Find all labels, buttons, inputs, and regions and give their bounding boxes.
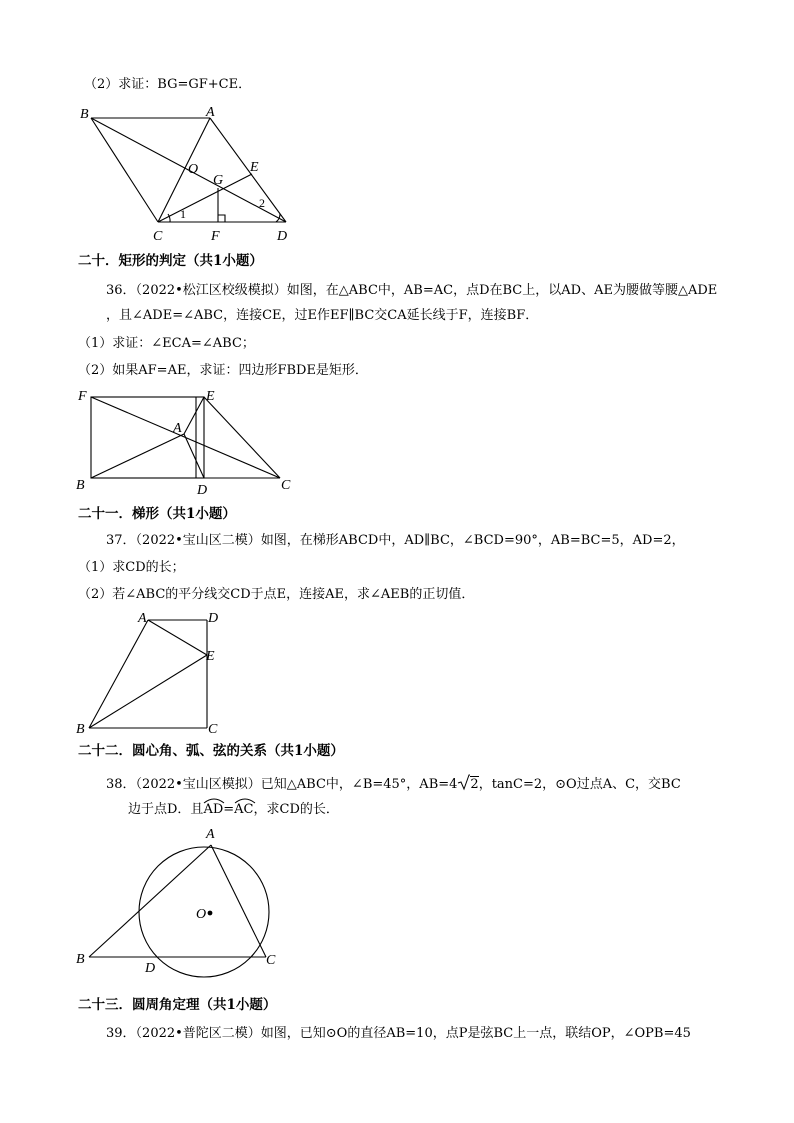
label-O: O xyxy=(196,907,207,922)
arc-equals: = xyxy=(223,802,235,817)
angle-1-label: 1 xyxy=(180,207,186,221)
q39-text-line1: 39．（2022•普陀区二模）如图，已知⊙O的直径AB=10，点P是弦BC上一点，联结OP，∠OPB=45 xyxy=(106,1026,691,1041)
q37-part1: （1）求CD的长； xyxy=(78,560,185,575)
q38-pre: 38．（2022•宝山区模拟）已知△ABC中，∠B=45°，AB= xyxy=(106,777,450,792)
label-C: C xyxy=(153,229,163,244)
section-heading-23: 二十三．圆周角定理（共1小题） xyxy=(78,997,277,1013)
label-C: C xyxy=(208,722,218,737)
label-B: B xyxy=(76,722,85,737)
label-F: F xyxy=(78,389,87,404)
label-A: A xyxy=(138,611,147,626)
q36-part1: （1）求证：∠ECA=∠ABC； xyxy=(78,336,255,351)
q38-line2-post: ，求CD的长． xyxy=(253,802,339,817)
label-F: F xyxy=(211,229,220,244)
label-E: E xyxy=(206,389,215,404)
label-O: O xyxy=(188,162,199,177)
q38-post: ，tanC=2，⊙O过点A、C，交BC xyxy=(478,777,681,792)
section-heading-22: 二十二．圆心角、弧、弦的关系（共1小题） xyxy=(78,743,344,759)
label-C: C xyxy=(281,478,291,493)
section-heading-20: 二十．矩形的判定（共1小题） xyxy=(78,253,263,269)
center-dot xyxy=(208,911,213,916)
q36-part2: （2）如果AF=AE，求证：四边形FBDE是矩形． xyxy=(78,363,368,378)
arc-AC: AC xyxy=(234,802,253,818)
label-G: G xyxy=(213,173,224,188)
q35-part2: （2）求证：BG=GF+CE． xyxy=(84,77,252,92)
label-D: D xyxy=(208,611,219,626)
q36-text-line1: 36．（2022•松江区校级模拟）如图，在△ABC中，AB=AC，点D在BC上，以AD、AE为腰做等腰△ADE xyxy=(106,283,718,298)
q38-line2-pre: 边于点D．且 xyxy=(128,802,204,817)
sqrt-radicand: 2 xyxy=(470,777,479,792)
label-A: A xyxy=(206,105,215,120)
label-D: D xyxy=(145,961,156,976)
q37-part2: （2）若∠ABC的平分线交CD于点E，连接AE，求∠AEB的正切值． xyxy=(78,587,475,602)
sqrt-coef: 4 xyxy=(449,777,458,792)
q37-text-line1: 37．（2022•宝山区二模）如图，在梯形ABCD中，AD∥BC，∠BCD=90°，AB=BC=5，AD=2， xyxy=(106,533,685,548)
label-B: B xyxy=(76,952,85,967)
label-E: E xyxy=(206,649,215,664)
label-D: D xyxy=(277,229,288,244)
arc-AD: AD xyxy=(203,802,223,818)
label-A: A xyxy=(173,421,182,436)
label-A: A xyxy=(206,827,215,842)
section-heading-21: 二十一．梯形（共1小题） xyxy=(78,506,236,522)
label-B: B xyxy=(76,478,85,493)
q36-text-line2: ，且∠ADE=∠ABC，连接CE，过E作EF∥BC交CA延长线于F，连接BF． xyxy=(106,308,539,323)
angle-2-label: 2 xyxy=(259,196,265,210)
label-D: D xyxy=(197,483,208,498)
label-E: E xyxy=(250,160,259,175)
label-C: C xyxy=(266,953,276,968)
label-B: B xyxy=(80,107,89,122)
